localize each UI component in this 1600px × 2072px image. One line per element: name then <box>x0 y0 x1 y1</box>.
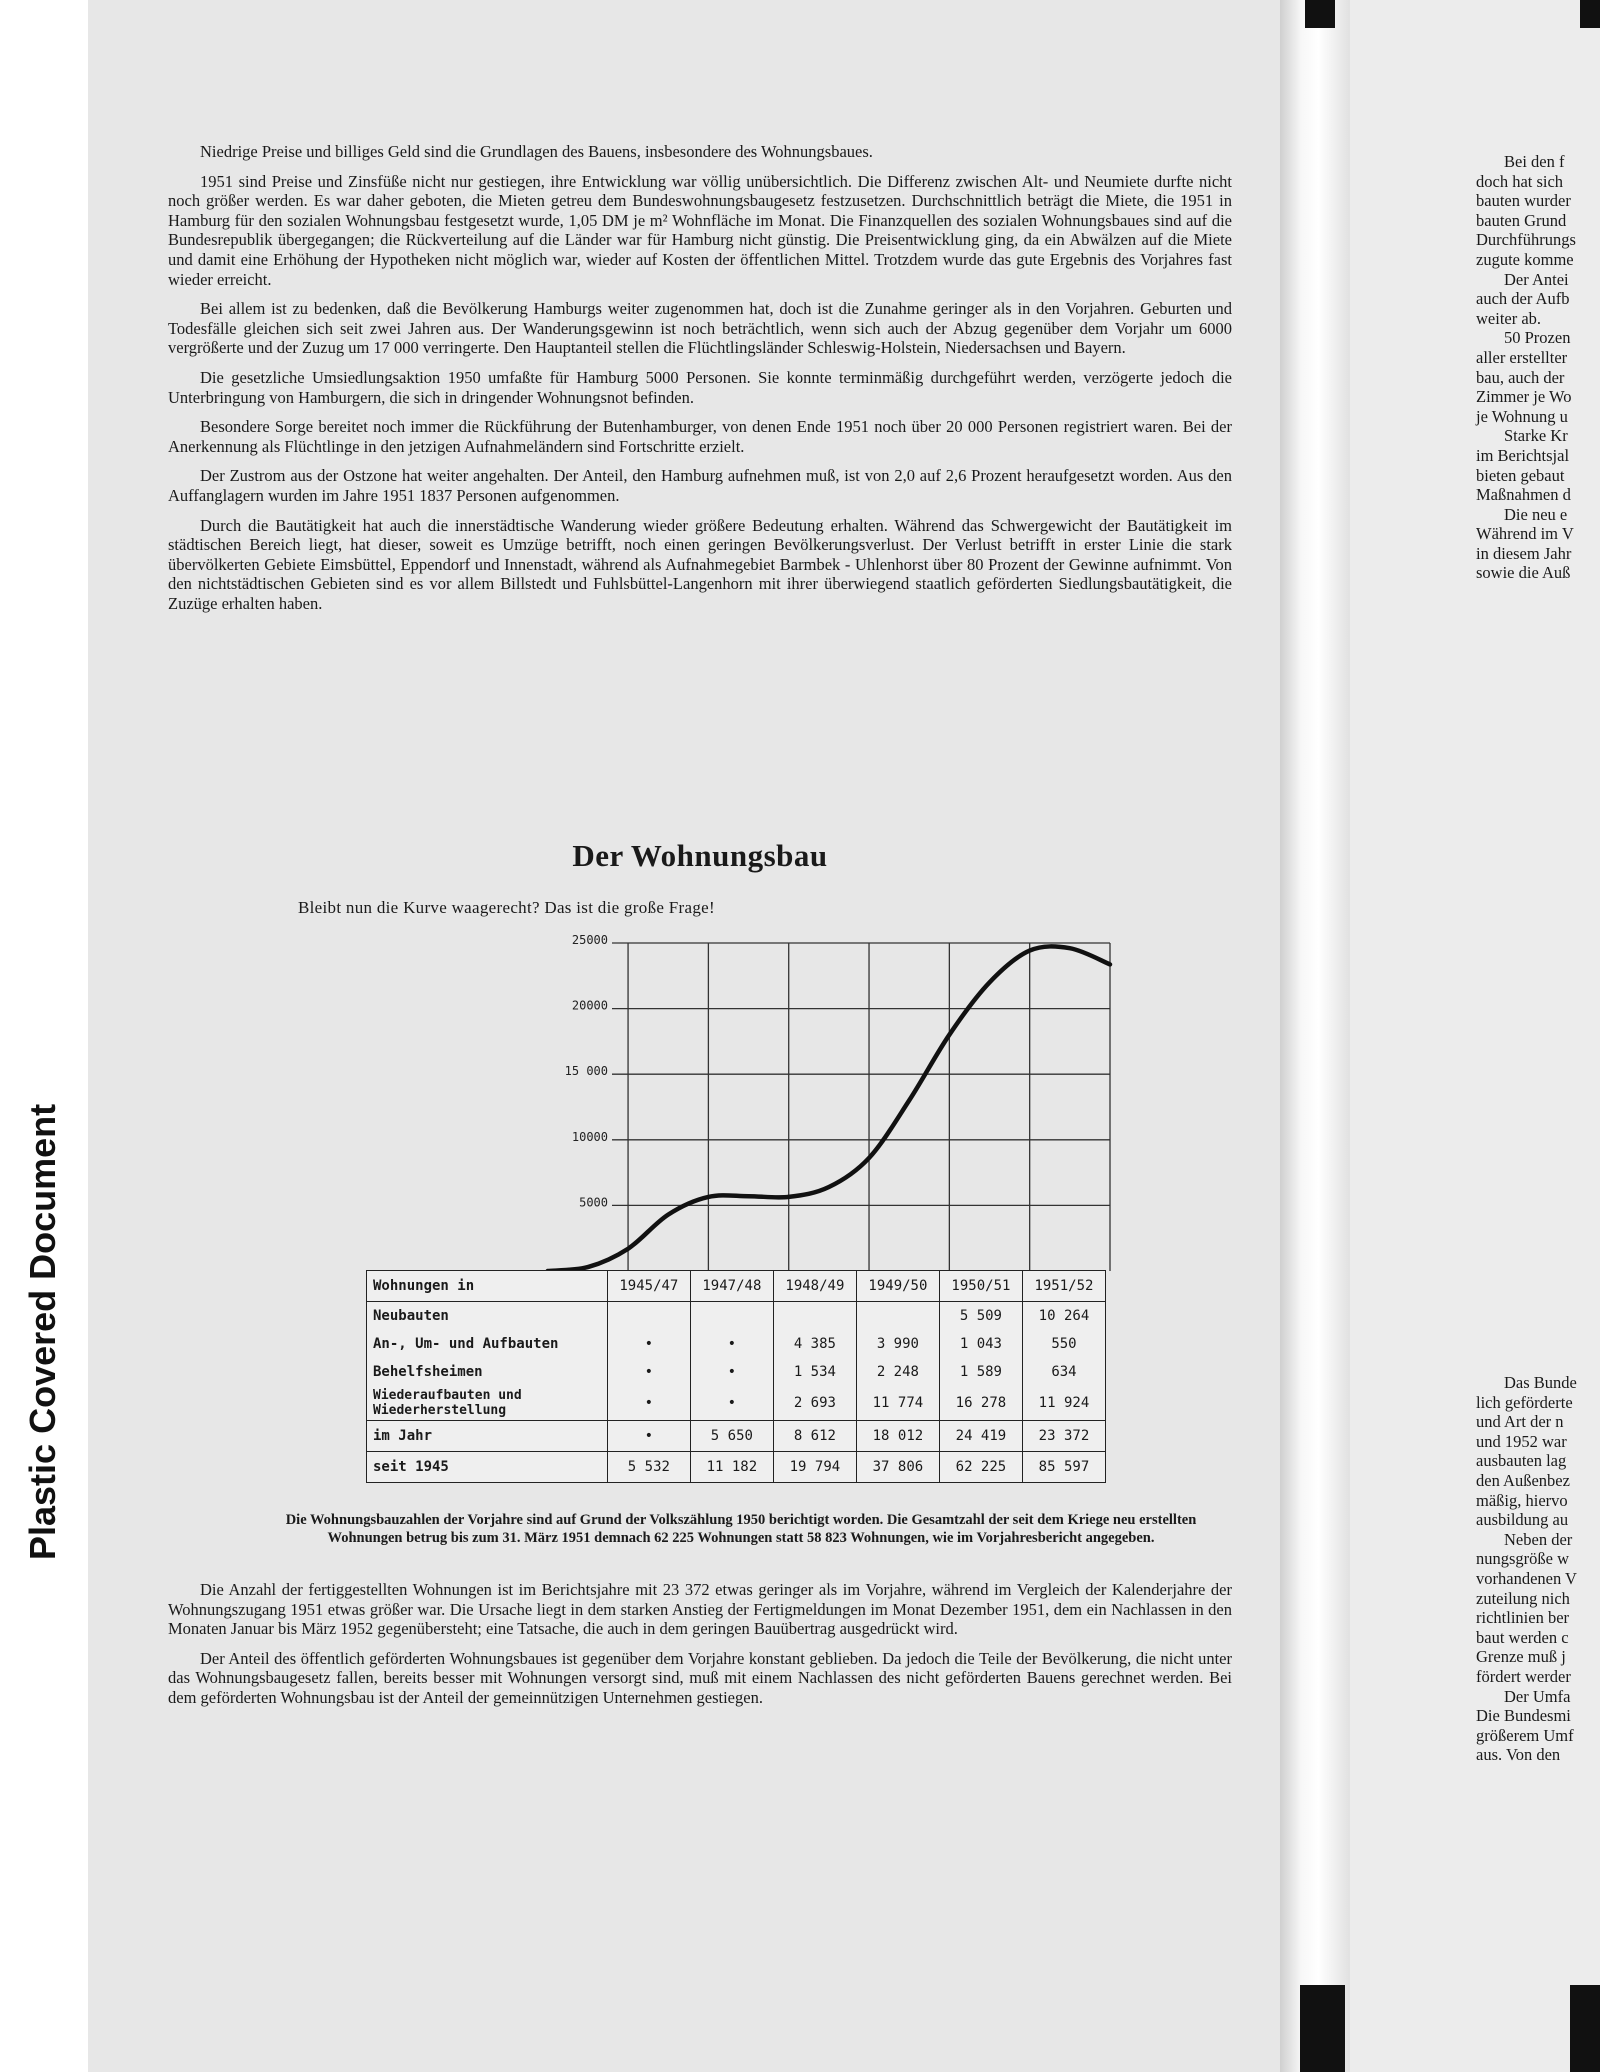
right-line: Maßnahmen d <box>1476 485 1571 505</box>
right-line: baut werden c <box>1476 1627 1569 1647</box>
table-cell: 19 794 <box>773 1452 856 1483</box>
paragraph: Niedrige Preise und billiges Geld sind die Grundlagen des Bauens, insbesondere des Wohnungsbaues. <box>200 142 873 161</box>
chart-y-tick-label: 5000 <box>579 1195 608 1210</box>
right-line: bau, auch der <box>1476 367 1565 387</box>
table-row-label: Wiederaufbauten und Wiederherstellung <box>367 1386 608 1421</box>
housing-table <box>366 1270 1106 1483</box>
right-line: doch hat sich <box>1476 171 1564 191</box>
table-row <box>367 1358 1106 1386</box>
table-row <box>367 1302 1106 1331</box>
table-cell: 11 774 <box>856 1386 939 1421</box>
table-row-since-1945 <box>367 1452 1106 1483</box>
book-spine <box>1280 0 1350 2072</box>
right-line: Das Bunde <box>1504 1373 1577 1392</box>
right-line: zuteilung nich <box>1476 1588 1570 1608</box>
table-cell: 1 534 <box>773 1358 856 1386</box>
table-cell: 8 612 <box>773 1421 856 1452</box>
right-line: lich geförderte <box>1476 1392 1573 1412</box>
table-header-period: 1949/50 <box>856 1271 939 1302</box>
right-line: und 1952 war <box>1476 1431 1567 1451</box>
right-line: und Art der n <box>1476 1412 1564 1432</box>
chart-question: Bleibt nun die Kurve waagerecht? Das ist die große Frage! <box>298 898 715 917</box>
right-line: bieten gebaut <box>1476 465 1565 485</box>
table-cell: 11 182 <box>690 1452 773 1483</box>
chart-series-line <box>548 946 1110 1271</box>
table-caption: Die Wohnungsbauzahlen der Vorjahre sind auf Grund der Volkszählung 1950 berichtigt worden. Die Gesamtzahl der seit dem Kriege neu erstellten Wohnungen betrug bis zum 31. März 1951 demnach 62 225 Wohnungen statt 58 823 Wohnungen, wie im Vorjahresbericht angegeben. <box>285 1512 1197 1546</box>
table-cell: 4 385 <box>773 1330 856 1358</box>
right-line: auch der Aufb <box>1476 289 1570 309</box>
right-line: ausbauten lag <box>1476 1451 1567 1471</box>
table-cell: • <box>607 1421 690 1452</box>
table-cell <box>607 1302 690 1331</box>
table-cell: 18 012 <box>856 1421 939 1452</box>
table-cell: 1 589 <box>939 1358 1022 1386</box>
chart-y-tick-label: 15 000 <box>564 1064 608 1079</box>
table-header-period: 1951/52 <box>1022 1271 1105 1302</box>
table-header-period: 1947/48 <box>690 1271 773 1302</box>
paragraph: Durch die Bautätigkeit hat auch die innerstädtische Wanderung wieder größere Bedeutung erhalten. Während das Schwergewicht der Bautätigkeit im städtischen Bereich liegt, hat dieser, soweit es Umzüge betrifft, noch einen geringen Bevölkerungsverlust. Der Verlust betrifft in erster Linie die stark übervölkerten Gebiete Eimsbüttel, Eppendorf und Innenstadt, während als Aufnahmegebiet Barmbek - Uhlenhorst über 80 Prozent der Gewinne aufnimmt. Von den nichtstädtischen Gebieten sind es vor allem Billstedt und Fuhlsbüttel-Langenhorn mit ihrer überwiegend staatlich geförderten Siedlungsbautätigkeit, die Zuzüge erhalten haben. <box>168 515 1232 613</box>
table-header-period: 1948/49 <box>773 1271 856 1302</box>
right-line: vorhandenen V <box>1476 1568 1577 1588</box>
table-row-per-year <box>367 1421 1106 1452</box>
table-row <box>367 1330 1106 1358</box>
paragraph: Der Anteil des öffentlich geförderten Wohnungsbaues ist gegenüber dem Vorjahre konstant geblieben. Da jedoch die Teile der Bevölkerung, die nicht unter das Wohnungsbaugesetz fallen, bereits besser mit Wohnungen versorgt sind, muß mit einem Nachlassen des nicht geförderten Bauens gerechnet werden. Bei dem geförderten Wohnungsbau ist der Anteil der gemeinnützigen Unternehmen gestiegen. <box>168 1648 1232 1707</box>
table-header-row <box>367 1271 1106 1302</box>
table-cell: • <box>607 1358 690 1386</box>
side-label: Plastic Covered Document <box>22 1103 63 1560</box>
chart-grid <box>612 943 1110 1271</box>
right-line: Bei den f <box>1504 152 1565 171</box>
right-line: Durchführungs <box>1476 230 1576 250</box>
chart-y-ticks <box>565 933 608 1209</box>
right-page-text-top <box>1476 152 1600 583</box>
table-row-label: An-, Um- und Aufbauten <box>367 1330 608 1358</box>
right-edge-shadow-top <box>1580 0 1600 28</box>
right-line: Neben der <box>1504 1529 1573 1549</box>
table-cell: 85 597 <box>1022 1452 1105 1483</box>
right-line: Starke Kr <box>1504 426 1568 446</box>
table-cell: 37 806 <box>856 1452 939 1483</box>
chart-y-tick-label: 25000 <box>571 933 608 947</box>
paragraph: Der Zustrom aus der Ostzone hat weiter angehalten. Der Anteil, den Hamburg aufnehmen muß, ist von 2,0 auf 2,6 Prozent heraufgesetzt worden. Aus den Auffanglagern wurden im Jahre 1951 1837 Personen aufgenommen. <box>168 466 1232 505</box>
right-page-text-bottom <box>1476 1373 1600 1765</box>
table-cell: 1 043 <box>939 1330 1022 1358</box>
paragraph: Die gesetzliche Umsiedlungsaktion 1950 umfaßte für Hamburg 5000 Personen. Sie konnte terminmäßig durchgeführt werden, verzögerte jedoch die Unterbringung von Hamburgern, die sich in dringender Wohnungsnot befinden. <box>168 367 1232 407</box>
table-cell: • <box>607 1386 690 1421</box>
right-line: in diesem Jahr <box>1476 543 1572 563</box>
paragraph: 1951 sind Preise und Zinsfüße nicht nur gestiegen, ihre Entwicklung war völlig unübersichtlich. Die Differenz zwischen Alt- und Neumiete durfte nicht noch größer werden. Es war daher geboten, die Mieten getreu dem Bundeswohnungsbaugesetz festzusetzen. Durchschnittlich beträgt die Miete, die 1951 in Hamburg für den sozialen Wohnungsbau festgesetzt wurde, 1,05 DM je m² Wohnfläche im Monat. Die Finanzquellen des sozialen Wohnungsbaues sind auf die Bundesrepublik übergegangen; die Rückverteilung auf die Länder war für Hamburg nicht günstig. Die Preisentwicklung ging, da ein Abwälzen auf die Miete und damit eine Erhöhung der Hypotheken nicht möglich war, wieder auf Kosten der öffentlichen Mittel. Trotzdem wurde das gute Ergebnis des Vorjahres fast wieder erreicht. <box>168 171 1232 289</box>
table-cell: 5 509 <box>939 1302 1022 1331</box>
table-cell: 5 650 <box>690 1421 773 1452</box>
table-cell: • <box>607 1330 690 1358</box>
table-cell: 550 <box>1022 1330 1105 1358</box>
table-cell: 634 <box>1022 1358 1105 1386</box>
right-line: ausbildung au <box>1476 1510 1569 1530</box>
right-line: richtlinien ber <box>1476 1608 1570 1628</box>
right-line: größerem Umf <box>1476 1725 1574 1745</box>
table-header-label: Wohnungen in <box>367 1271 608 1302</box>
left-scan-margin <box>0 0 88 2072</box>
chart-y-tick-label: 10000 <box>571 1129 608 1144</box>
table-cell: 2 693 <box>773 1386 856 1421</box>
table-row-label: Behelfsheimen <box>367 1358 608 1386</box>
paragraph: Bei allem ist zu bedenken, daß die Bevölkerung Hamburgs weiter zugenommen hat, doch ist die Zunahme geringer als in den Vorjahren. Geburten und Todesfälle gleichen sich seit zwei Jahren aus. Der Wanderungsgewinn ist noch beträchtlich, wenn sich auch der Abzug gegenüber dem Vorjahr um 6000 vergrößerte und der Zuzug um 17 000 verringerte. Den Hauptanteil stellen die Flüchtlingsländer Schleswig-Holstein, Niedersachsen und Bayern. <box>168 299 1232 358</box>
table-cell: 10 264 <box>1022 1302 1105 1331</box>
body-text-top <box>168 142 1232 623</box>
right-line: fördert werder <box>1476 1666 1571 1686</box>
right-line: Die neu e <box>1504 504 1568 524</box>
table-header-period: 1950/51 <box>939 1271 1022 1302</box>
table-row <box>367 1386 1106 1421</box>
table-cell: 3 990 <box>856 1330 939 1358</box>
right-line: bauten Grund <box>1476 210 1567 230</box>
body-text-bottom <box>168 1580 1232 1718</box>
right-line: zugute komme <box>1476 249 1574 269</box>
table-cell: 16 278 <box>939 1386 1022 1421</box>
table-row-label: im Jahr <box>367 1421 608 1452</box>
right-line: den Außenbez <box>1476 1470 1570 1490</box>
housing-chart <box>560 935 1120 1275</box>
right-line: nungsgröße w <box>1476 1549 1570 1569</box>
right-line: aller erstellter <box>1476 347 1568 367</box>
right-line: je Wohnung u <box>1476 406 1568 426</box>
right-line: Der Antei <box>1504 269 1569 289</box>
table-cell <box>690 1302 773 1331</box>
right-line: weiter ab. <box>1476 308 1542 328</box>
paragraph: Besondere Sorge bereitet noch immer die Rückführung der Butenhamburger, von denen Ende 1951 noch über 20 000 Personen registriert waren. Bei der Anerkennung als Flüchtlinge in den jetzigen Aufnahmeländern sind Fortschritte erzielt. <box>168 417 1232 456</box>
right-line: Zimmer je Wo <box>1476 387 1572 407</box>
right-line: 50 Prozen <box>1504 328 1571 348</box>
table-cell <box>773 1302 856 1331</box>
right-line: Die Bundesmi <box>1476 1706 1571 1726</box>
table-cell: 5 532 <box>607 1452 690 1483</box>
right-line: im Berichtsjal <box>1476 445 1570 465</box>
table-row-label: seit 1945 <box>367 1452 608 1483</box>
table-cell: • <box>690 1358 773 1386</box>
table-cell: 2 248 <box>856 1358 939 1386</box>
paragraph: Die Anzahl der fertiggestellten Wohnungen ist im Berichtsjahre mit 23 372 etwas geringer als im Vorjahre, während im Vergleich der Kalenderjahre der Wohnungszugang 1951 etwas größer war. Die Ursache liegt in dem starken Anstieg der Fertigmeldungen im Monat Dezember 1951, dem ein Nachlassen in den Monaten Januar bis März 1952 gegenübersteht; eine Tatsache, die auch in dem geringen Bauübertrag ausgedrückt wird. <box>168 1580 1232 1639</box>
table-cell: • <box>690 1386 773 1421</box>
right-line: aus. Von den <box>1476 1745 1561 1765</box>
right-line: sowie die Auß <box>1476 563 1571 583</box>
table-row-label: Neubauten <box>367 1302 608 1331</box>
spine-shadow-bottom <box>1300 1985 1345 2072</box>
table-cell: 23 372 <box>1022 1421 1105 1452</box>
chart-y-tick-label: 20000 <box>571 998 608 1013</box>
table-cell <box>856 1302 939 1331</box>
right-line: mäßig, hiervo <box>1476 1490 1568 1510</box>
right-line: Der Umfa <box>1504 1686 1571 1706</box>
table-cell: 24 419 <box>939 1421 1022 1452</box>
table-cell: • <box>690 1330 773 1358</box>
right-line: Grenze muß j <box>1476 1647 1566 1667</box>
section-heading: Der Wohnungsbau <box>572 838 828 873</box>
table-header-period: 1945/47 <box>607 1271 690 1302</box>
spine-shadow-top <box>1305 0 1335 28</box>
right-edge-shadow-bottom <box>1570 1985 1600 2072</box>
right-line: bauten wurder <box>1476 191 1571 211</box>
table-cell: 11 924 <box>1022 1386 1105 1421</box>
table-cell: 62 225 <box>939 1452 1022 1483</box>
right-line: Während im V <box>1476 524 1574 544</box>
